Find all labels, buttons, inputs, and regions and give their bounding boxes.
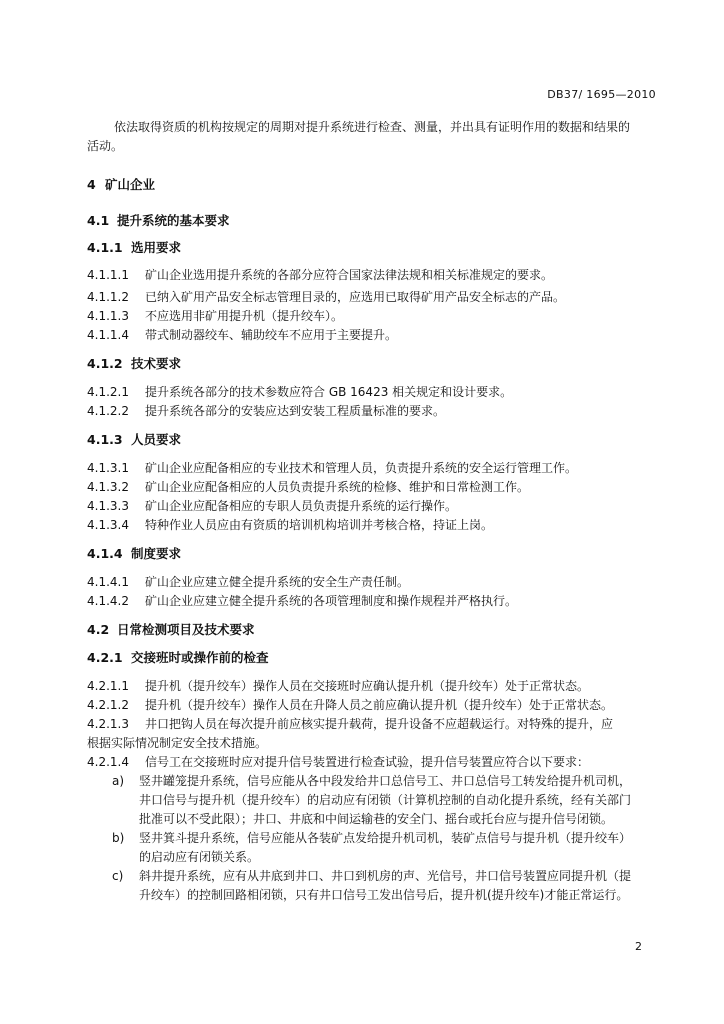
- clause-4-1-1-1: [87, 266, 553, 284]
- section-number: 4.2.1: [87, 650, 123, 665]
- section-title: 提升系统的基本要求: [117, 213, 230, 228]
- clause-text: 矿山企业应配备相应的专业技术和管理人员，负责提升系统的安全运行管理工作。: [145, 461, 578, 475]
- clause-text: 特种作业人员应由有资质的培训机构培训并考核合格，持证上岗。: [145, 518, 494, 532]
- section-number: 4.1: [87, 213, 110, 228]
- clause-text: 矿山企业应建立健全提升系统的安全生产责任制。: [145, 575, 410, 589]
- list-item-c-line-2: 升绞车）的控制回路相闭锁，只有井口信号工发出信号后，提升机(提升绞车)才能正常运行。: [139, 888, 629, 902]
- standard-code: DB37/ 1695—2010: [547, 88, 656, 101]
- clause-text: 不应选用非矿用提升机（提升绞车）。: [145, 309, 344, 323]
- section-4-1-4-heading: [87, 545, 181, 563]
- clause-number: 4.1.3.1: [87, 461, 129, 475]
- clause-text: 矿山企业应建立健全提升系统的各项管理制度和操作规程并严格执行。: [145, 594, 518, 608]
- clause-4-2-1-3-cont: 根据实际情况制定安全技术措施。: [87, 736, 268, 750]
- clause-text: 信号工在交接班时应对提升信号装置进行检查试验，提升信号装置应符合以下要求：: [145, 755, 590, 769]
- list-item-b-line-1: 竖井箕斗提升系统，信号应能从各装矿点发给提升机司机，装矿点信号与提升机（提升绞车）: [139, 831, 632, 845]
- clause-4-1-2-2: [87, 402, 445, 420]
- section-number: 4: [87, 177, 96, 192]
- section-number: 4.1.1: [87, 240, 123, 255]
- clause-text: 矿山企业应配备相应的专职人员负责提升系统的运行操作。: [145, 499, 458, 513]
- clause-number: 4.2.1.3: [87, 717, 129, 731]
- section-4-1-1-heading: [87, 239, 181, 257]
- list-item-a-line-3: 批准可以不受此限）；井口、井底和中间运输巷的安全门、摇台或托台应与提升信号闭锁。: [139, 812, 614, 826]
- section-title: 矿山企业: [105, 177, 156, 192]
- section-number: 4.1.3: [87, 432, 123, 447]
- clause-number: 4.1.1.1: [87, 268, 129, 282]
- clause-number: 4.2.1.2: [87, 698, 129, 712]
- clause-4-2-1-1: [87, 677, 589, 695]
- clause-number: 4.1.4.2: [87, 594, 129, 608]
- clause-number: 4.2.1.4: [87, 755, 129, 769]
- clause-number: 4.1.2.1: [87, 385, 129, 399]
- list-item-c-label: c): [112, 869, 124, 883]
- clause-4-1-3-1: [87, 459, 577, 477]
- section-number: 4.1.4: [87, 546, 123, 561]
- section-title: 制度要求: [131, 546, 182, 561]
- section-4-heading: [87, 176, 155, 194]
- section-title: 交接班时或操作前的检查: [131, 650, 269, 665]
- clause-text: 已纳入矿用产品安全标志管理目录的，应选用已取得矿用产品安全标志的产品。: [145, 290, 566, 304]
- section-4-2-heading: [87, 621, 255, 639]
- section-number: 4.1.2: [87, 356, 123, 371]
- list-item-a-line-2: 井口信号与提升机（提升绞车）的启动应有闭锁（计算机控制的自动化提升系统，经有关部门: [139, 793, 632, 807]
- list-item-a-label: a): [112, 774, 125, 788]
- section-4-1-2-heading: [87, 355, 181, 373]
- clause-4-1-3-3: [87, 497, 457, 515]
- list-item-b-line-2: 的启动应有闭锁关系。: [139, 850, 260, 864]
- section-4-1-heading: [87, 212, 230, 230]
- clause-4-1-1-3: [87, 307, 343, 325]
- section-title: 选用要求: [131, 240, 182, 255]
- clause-text: 提升机（提升绞车）操作人员在升降人员之前应确认提升机（提升绞车）处于正常状态。: [145, 698, 614, 712]
- clause-text: 提升系统各部分的技术参数应符合 GB 16423 相关规定和设计要求。: [145, 385, 513, 399]
- intro-line-2: 活动。: [87, 139, 124, 153]
- clause-4-1-1-4: [87, 326, 397, 344]
- clause-4-1-4-1: [87, 573, 409, 591]
- list-item-c-line-1: 斜井提升系统，应有从井底到井口、井口到机房的声、光信号，井口信号装置应同提升机（提: [139, 869, 632, 883]
- clause-text: 矿山企业应配备相应的人员负责提升系统的检修、维护和日常检测工作。: [145, 480, 530, 494]
- clause-4-2-1-2: [87, 696, 613, 714]
- intro-line-1: 依法取得资质的机构按规定的周期对提升系统进行检查、测量，并出具有证明作用的数据和结果的: [114, 120, 631, 134]
- clause-text: 提升机（提升绞车）操作人员在交接班时应确认提升机（提升绞车）处于正常状态。: [145, 679, 590, 693]
- clause-number: 4.2.1.1: [87, 679, 129, 693]
- list-item-a-line-1: 竖井罐笼提升系统，信号应能从各中段发给井口总信号工、井口总信号工转发给提升机司机，: [139, 774, 632, 788]
- clause-number: 4.1.2.2: [87, 404, 129, 418]
- clause-number: 4.1.1.4: [87, 328, 129, 342]
- list-item-b-label: b): [112, 831, 125, 845]
- section-4-1-3-heading: [87, 431, 181, 449]
- clause-number: 4.1.4.1: [87, 575, 129, 589]
- section-number: 4.2: [87, 622, 110, 637]
- clause-4-2-1-3: [87, 715, 613, 733]
- clause-number: 4.1.3.2: [87, 480, 129, 494]
- clause-number: 4.1.1.3: [87, 309, 129, 323]
- section-title: 人员要求: [131, 432, 182, 447]
- page-number: 2: [635, 940, 642, 953]
- clause-text: 井口把钩人员在每次提升前应核实提升载荷，提升设备不应超载运行。对特殊的提升，应: [145, 717, 614, 731]
- clause-4-1-3-4: [87, 516, 493, 534]
- clause-4-1-1-2: [87, 288, 565, 306]
- clause-number: 4.1.1.2: [87, 290, 129, 304]
- clause-text: 带式制动器绞车、辅助绞车不应用于主要提升。: [145, 328, 398, 342]
- clause-4-1-3-2: [87, 478, 529, 496]
- clause-text: 提升系统各部分的安装应达到安装工程质量标准的要求。: [145, 404, 446, 418]
- clause-4-2-1-4: [87, 753, 589, 771]
- section-title: 技术要求: [131, 356, 182, 371]
- clause-number: 4.1.3.4: [87, 518, 129, 532]
- section-4-2-1-heading: [87, 649, 269, 667]
- clause-4-1-2-1: [87, 383, 512, 401]
- clause-number: 4.1.3.3: [87, 499, 129, 513]
- clause-4-1-4-2: [87, 592, 517, 610]
- clause-text: 矿山企业选用提升系统的各部分应符合国家法律法规和相关标准规定的要求。: [145, 268, 554, 282]
- section-title: 日常检测项目及技术要求: [117, 622, 255, 637]
